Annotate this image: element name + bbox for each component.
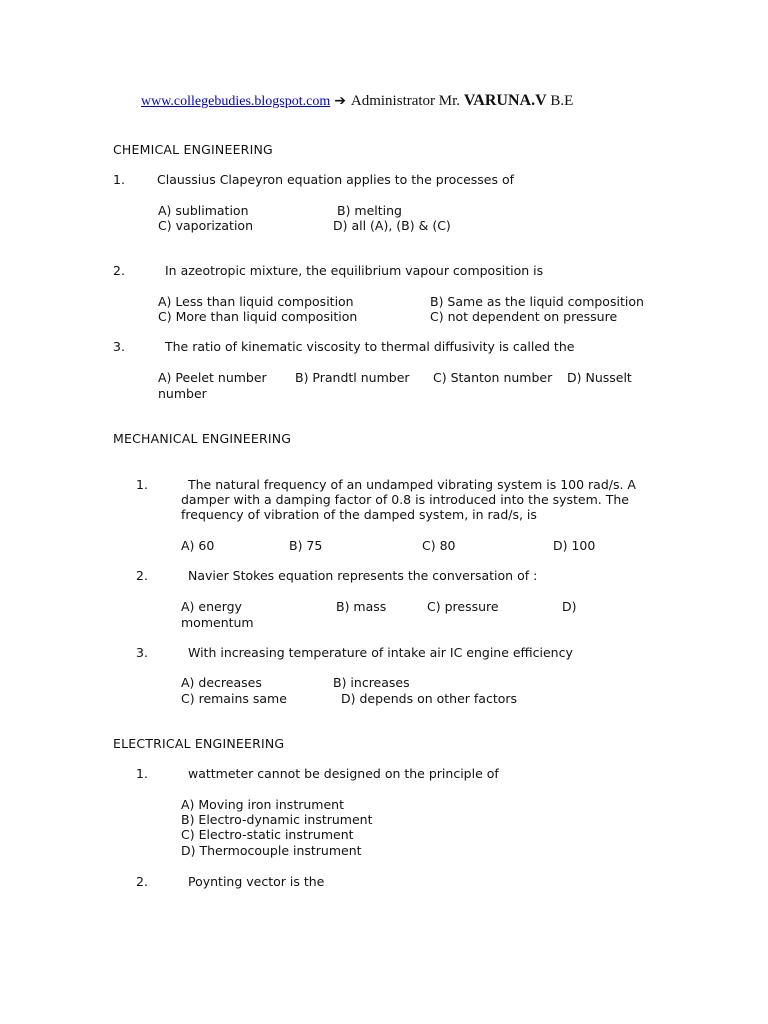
option-continuation: momentum — [181, 615, 254, 630]
question-text-line: damper with a damping factor of 0.8 is introduced into the system. The — [181, 492, 629, 507]
question-number: 1. — [136, 477, 148, 492]
admin-name: VARUNA.V — [463, 92, 547, 109]
section-title-electrical: ELECTRICAL ENGINEERING — [113, 736, 285, 751]
option-continuation: number — [158, 386, 207, 401]
section-title-mechanical: MECHANICAL ENGINEERING — [113, 431, 292, 446]
section-title-chemical: CHEMICAL ENGINEERING — [113, 142, 273, 157]
option: C) not dependent on pressure — [430, 309, 618, 324]
option: D) depends on other factors — [341, 691, 518, 706]
question-text: Poynting vector is the — [188, 874, 325, 889]
option: A) Less than liquid composition — [158, 294, 354, 309]
question-text: Navier Stokes equation represents the conversation of : — [188, 568, 538, 583]
option: C) Electro-static instrument — [181, 827, 354, 842]
header-prefix: Administrator Mr. — [347, 93, 464, 109]
option: A) 60 — [181, 538, 215, 553]
option: C) Stanton number — [433, 370, 553, 385]
question-number: 2. — [136, 568, 148, 583]
blog-link[interactable]: www.collegebudies.blogspot.com — [141, 94, 331, 109]
option: D) all (A), (B) & (C) — [333, 218, 451, 233]
option: A) Peelet number — [158, 370, 267, 385]
option: A) sublimation — [158, 203, 249, 218]
arrow-right-icon: ➔ — [334, 93, 346, 109]
option: D) 100 — [553, 538, 596, 553]
option: D) — [562, 599, 577, 614]
question-number: 2. — [113, 263, 125, 278]
question-number: 3. — [113, 339, 125, 354]
option: B) melting — [337, 203, 402, 218]
option: C) vaporization — [158, 218, 253, 233]
option: B) mass — [336, 599, 387, 614]
question-text: Claussius Clapeyron equation applies to the processes of — [157, 172, 515, 187]
option: B) 75 — [289, 538, 323, 553]
question-number: 1. — [136, 766, 148, 781]
option: C) 80 — [422, 538, 456, 553]
option: C) More than liquid composition — [158, 309, 358, 324]
option: C) pressure — [427, 599, 499, 614]
question-text: With increasing temperature of intake air IC engine efficiency — [188, 645, 573, 660]
question-text: In azeotropic mixture, the equilibrium vapour composition is — [165, 263, 544, 278]
question-text-line: frequency of vibration of the damped system, in rad/s, is — [181, 507, 537, 522]
option: D) Nusselt — [567, 370, 632, 385]
option: A) energy — [181, 599, 242, 614]
document-header — [141, 92, 573, 110]
question-number: 3. — [136, 645, 148, 660]
option: B) increases — [333, 675, 410, 690]
question-number: 2. — [136, 874, 148, 889]
option: B) Same as the liquid composition — [430, 294, 644, 309]
question-text-line: The natural frequency of an undamped vibrating system is 100 rad/s. A — [188, 477, 636, 492]
question-text: wattmeter cannot be designed on the principle of — [188, 766, 499, 781]
question-number: 1. — [113, 172, 125, 187]
question-text: The ratio of kinematic viscosity to thermal diffusivity is called the — [165, 339, 575, 354]
option: B) Prandtl number — [295, 370, 410, 385]
option: D) Thermocouple instrument — [181, 843, 362, 858]
header-suffix: B.E — [546, 93, 574, 109]
option: C) remains same — [181, 691, 287, 706]
option: B) Electro-dynamic instrument — [181, 812, 373, 827]
option: A) Moving iron instrument — [181, 797, 344, 812]
option: A) decreases — [181, 675, 262, 690]
